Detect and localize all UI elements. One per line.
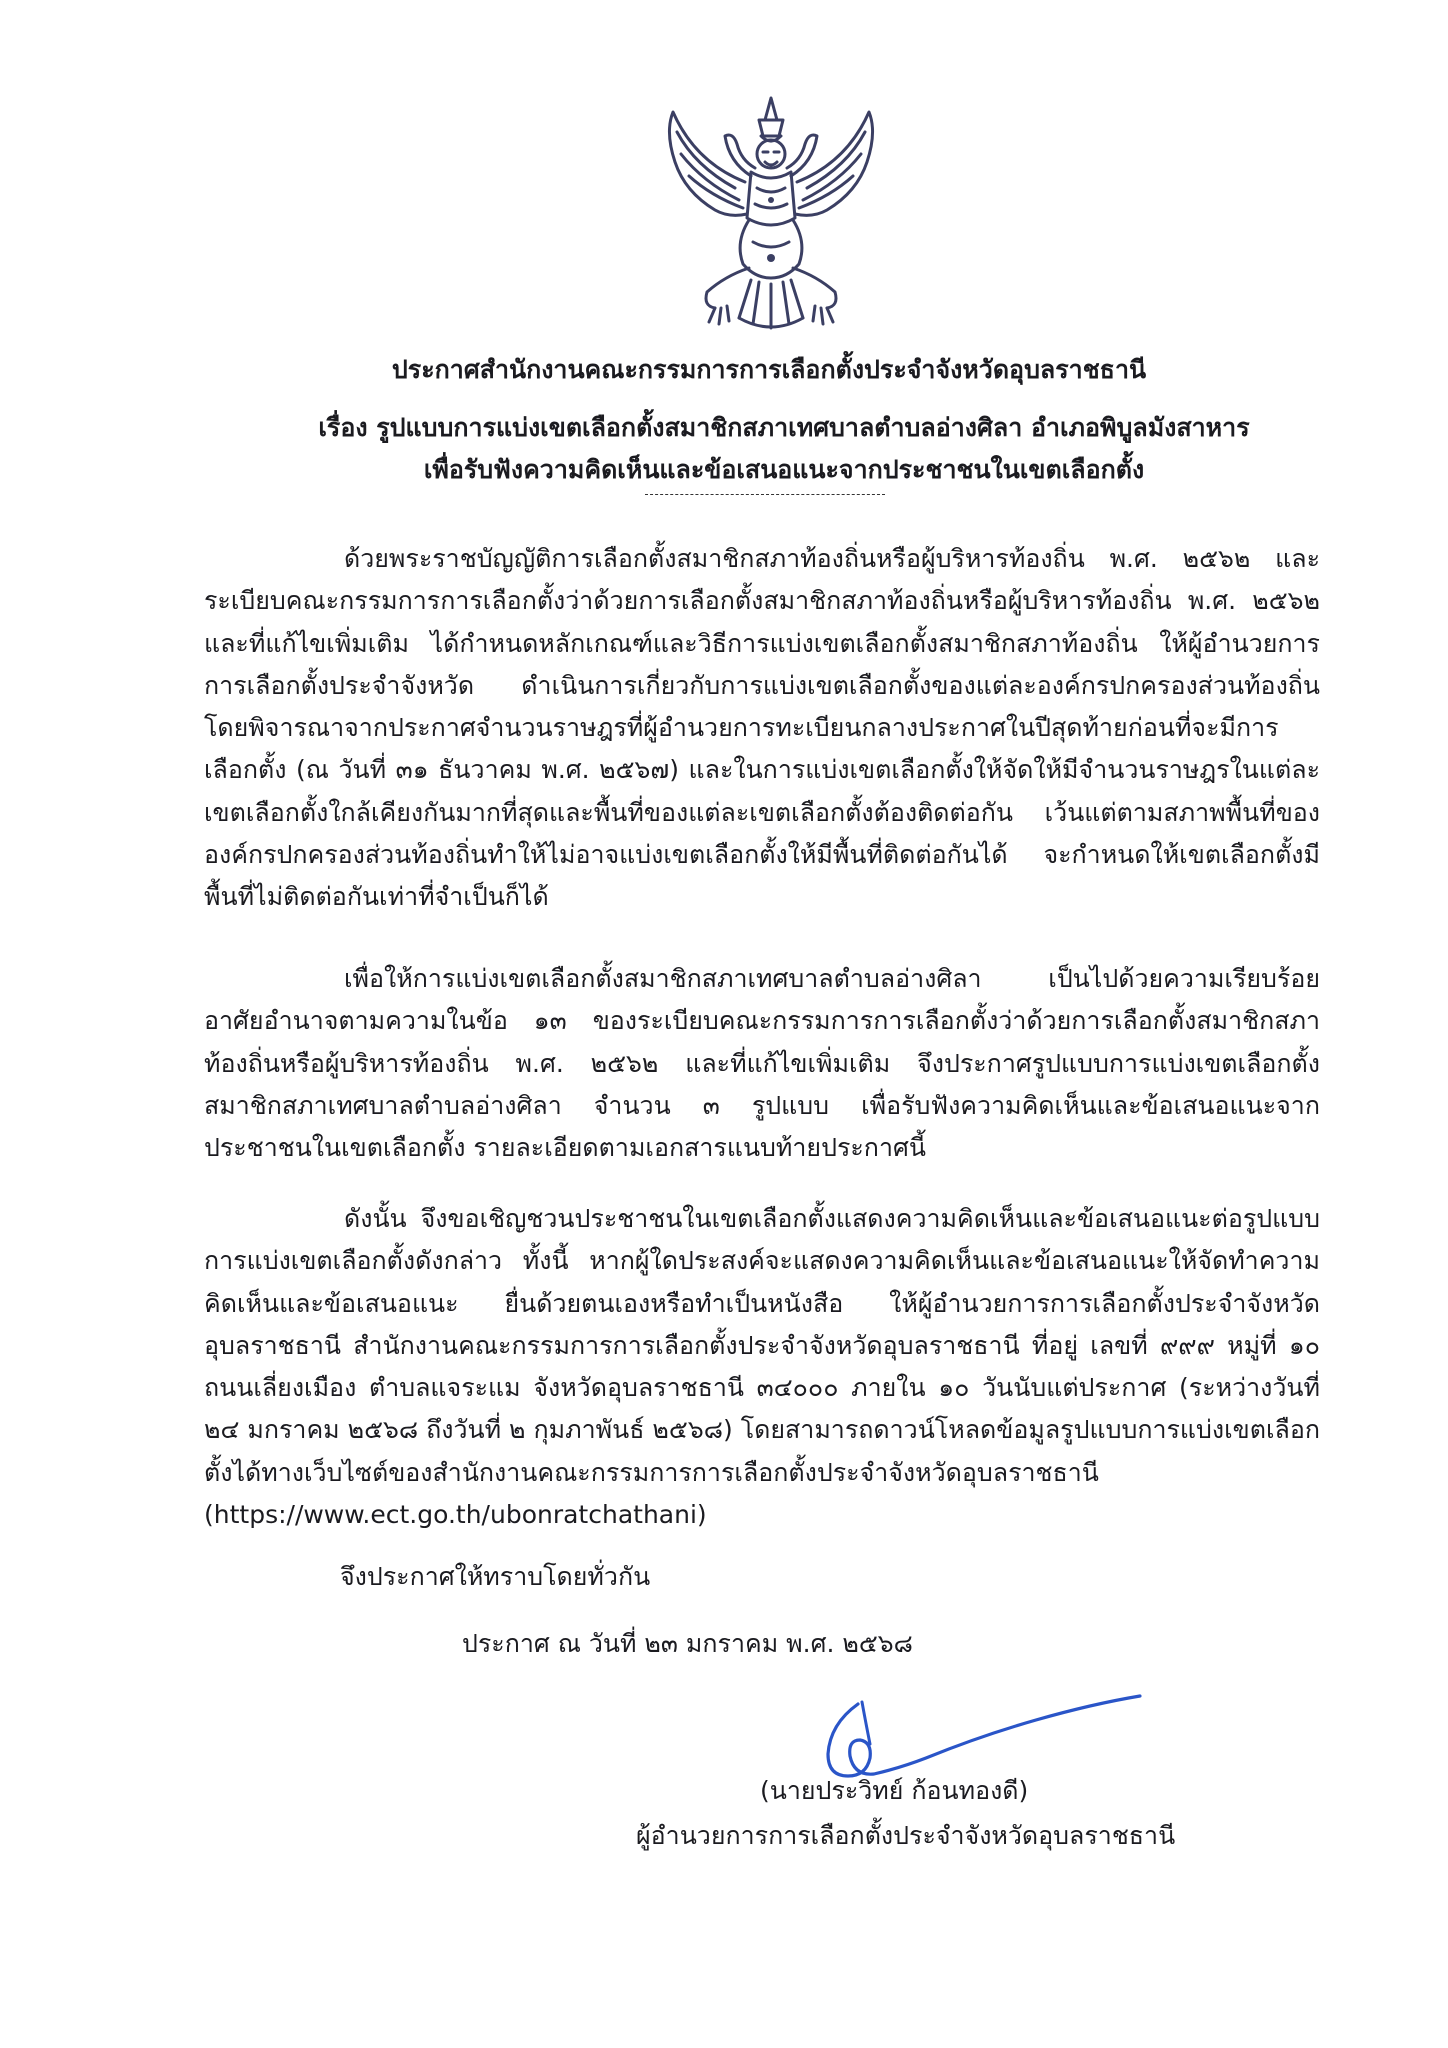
- signatory-name: (นายประวิทย์ ก้อนทองดี): [760, 1776, 1029, 1805]
- body-paragraph-2: เพื่อให้การแบ่งเขตเลือกตั้งสมาชิกสภาเทศบาลตำบลอ่างศิลา เป็นไปด้วยความเรียบร้อย อาศัยอำนาจตามความในข้อ ๑๓ ของระเบียบคณะกรรมการการเลือกตั้งว่าด้วยการเลือกตั้งสมาชิกสภาท้องถิ่นหรือผู้บริหารท้องถิ่น พ.ศ. ๒๕๖๒ และที่แก้ไขเพิ่มเติม จึงประกาศรูปแบบการแบ่งเขตเลือกตั้งสมาชิกสภาเทศบาลตำบลอ่างศิลา จำนวน ๓ รูปแบบ เพื่อรับฟังความคิดเห็นและข้อเสนอแนะจากประชาชนในเขตเลือกตั้ง รายละเอียดตามเอกสารแนบท้ายประกาศนี้: [204, 964, 1320, 1163]
- subject-line-1: เรื่อง รูปแบบการแบ่งเขตเลือกตั้งสมาชิกสภาเทศบาลตำบลอ่างศิลา อำเภอพิบูลมังสาหาร: [318, 413, 1250, 442]
- body-paragraph-1: ด้วยพระราชบัญญัติการเลือกตั้งสมาชิกสภาท้องถิ่นหรือผู้บริหารท้องถิ่น พ.ศ. ๒๕๖๒ และระเบียบคณะกรรมการการเลือกตั้งว่าด้วยการเลือกตั้งสมาชิกสภาท้องถิ่นหรือผู้บริหารท้องถิ่น พ.ศ. ๒๕๖๒ และที่แก้ไขเพิ่มเติม ได้กำหนดหลักเกณฑ์และวิธีการแบ่งเขตเลือกตั้งสมาชิกสภาท้องถิ่น ให้ผู้อำนวยการการเลือกตั้งประจำจังหวัด ดำเนินการเกี่ยวกับการแบ่งเขตเลือกตั้งของแต่ละองค์กรปกครองส่วนท้องถิ่น โดยพิจารณาจากประกาศจำนวนราษฎรที่ผู้อำนวยการทะเบียนกลางประกาศในปีสุดท้ายก่อนที่จะมีการเลือกตั้ง (ณ วันที่ ๓๑ ธันวาคม พ.ศ. ๒๕๖๗) และในการแบ่งเขตเลือกตั้งให้จัดให้มีจำนวนราษฎรในแต่ละเขตเลือกตั้งใกล้เคียงกันมากที่สุดและพื้นที่ของแต่ละเขตเลือกตั้งต้องติดต่อกัน เว้นแต่ตามสภาพพื้นที่ขององค์กรปกครองส่วนท้องถิ่นทำให้ไม่อาจแบ่งเขตเลือกตั้งให้มีพื้นที่ติดต่อกันได้ จะกำหนดให้เขตเลือกตั้งมีพื้นที่ไม่ติดต่อกันเท่าที่จำเป็นก็ได้: [204, 544, 1320, 912]
- signatory-position: ผู้อำนวยการการเลือกตั้งประจำจังหวัดอุบลราชธานี: [636, 1821, 1176, 1850]
- title-divider: [645, 494, 885, 495]
- garuda-emblem-icon: [655, 92, 887, 337]
- body-paragraph-3: [204, 1198, 1320, 1536]
- subject-line-2: เพื่อรับฟังความคิดเห็นและข้อเสนอแนะจากประชาชนในเขตเลือกตั้ง: [423, 455, 1145, 484]
- website-url-link[interactable]: (https://www.ect.go.th/ubonratchathani): [204, 1500, 707, 1530]
- paragraph-3-text: ดังนั้น จึงขอเชิญชวนประชาชนในเขตเลือกตั้งแสดงความคิดเห็นและข้อเสนอแนะต่อรูปแบบการแบ่งเขตเลือกตั้งดังกล่าว ทั้งนี้ หากผู้ใดประสงค์จะแสดงความคิดเห็นและข้อเสนอแนะให้จัดทำความคิดเห็นและข้อเสนอแนะ ยื่นด้วยตนเองหรือทำเป็นหนังสือ ให้ผู้อำนวยการการเลือกตั้งประจำจังหวัดอุบลราชธานี สำนักงานคณะกรรมการการเลือกตั้งประจำจังหวัดอุบลราชธานี ที่อยู่ เลขที่ ๙๙๙ หมู่ที่ ๑๐ ถนนเลี่ยงเมือง ตำบลแจระแม จังหวัดอุบลราชธานี ๓๔๐๐๐ ภายใน ๑๐ วันนับแต่ประกาศ (ระหว่างวันที่ ๒๔ มกราคม ๒๕๖๘ ถึงวันที่ ๒ กุมภาพันธ์ ๒๕๖๘) โดยสามารถดาวน์โหลดข้อมูลรูปแบบการแบ่งเขตเลือกตั้งได้ทางเว็บไซต์ของสำนักงานคณะกรรมการการเลือกตั้งประจำจังหวัดอุบลราชธานี: [204, 1204, 1320, 1487]
- closing-statement: จึงประกาศให้ทราบโดยทั่วกัน: [340, 1562, 651, 1591]
- announcement-title: ประกาศสำนักงานคณะกรรมการการเลือกตั้งประจำจังหวัดอุบลราชธานี: [391, 355, 1147, 384]
- announcement-date: ประกาศ ณ วันที่ ๒๓ มกราคม พ.ศ. ๒๕๖๘: [462, 1629, 913, 1658]
